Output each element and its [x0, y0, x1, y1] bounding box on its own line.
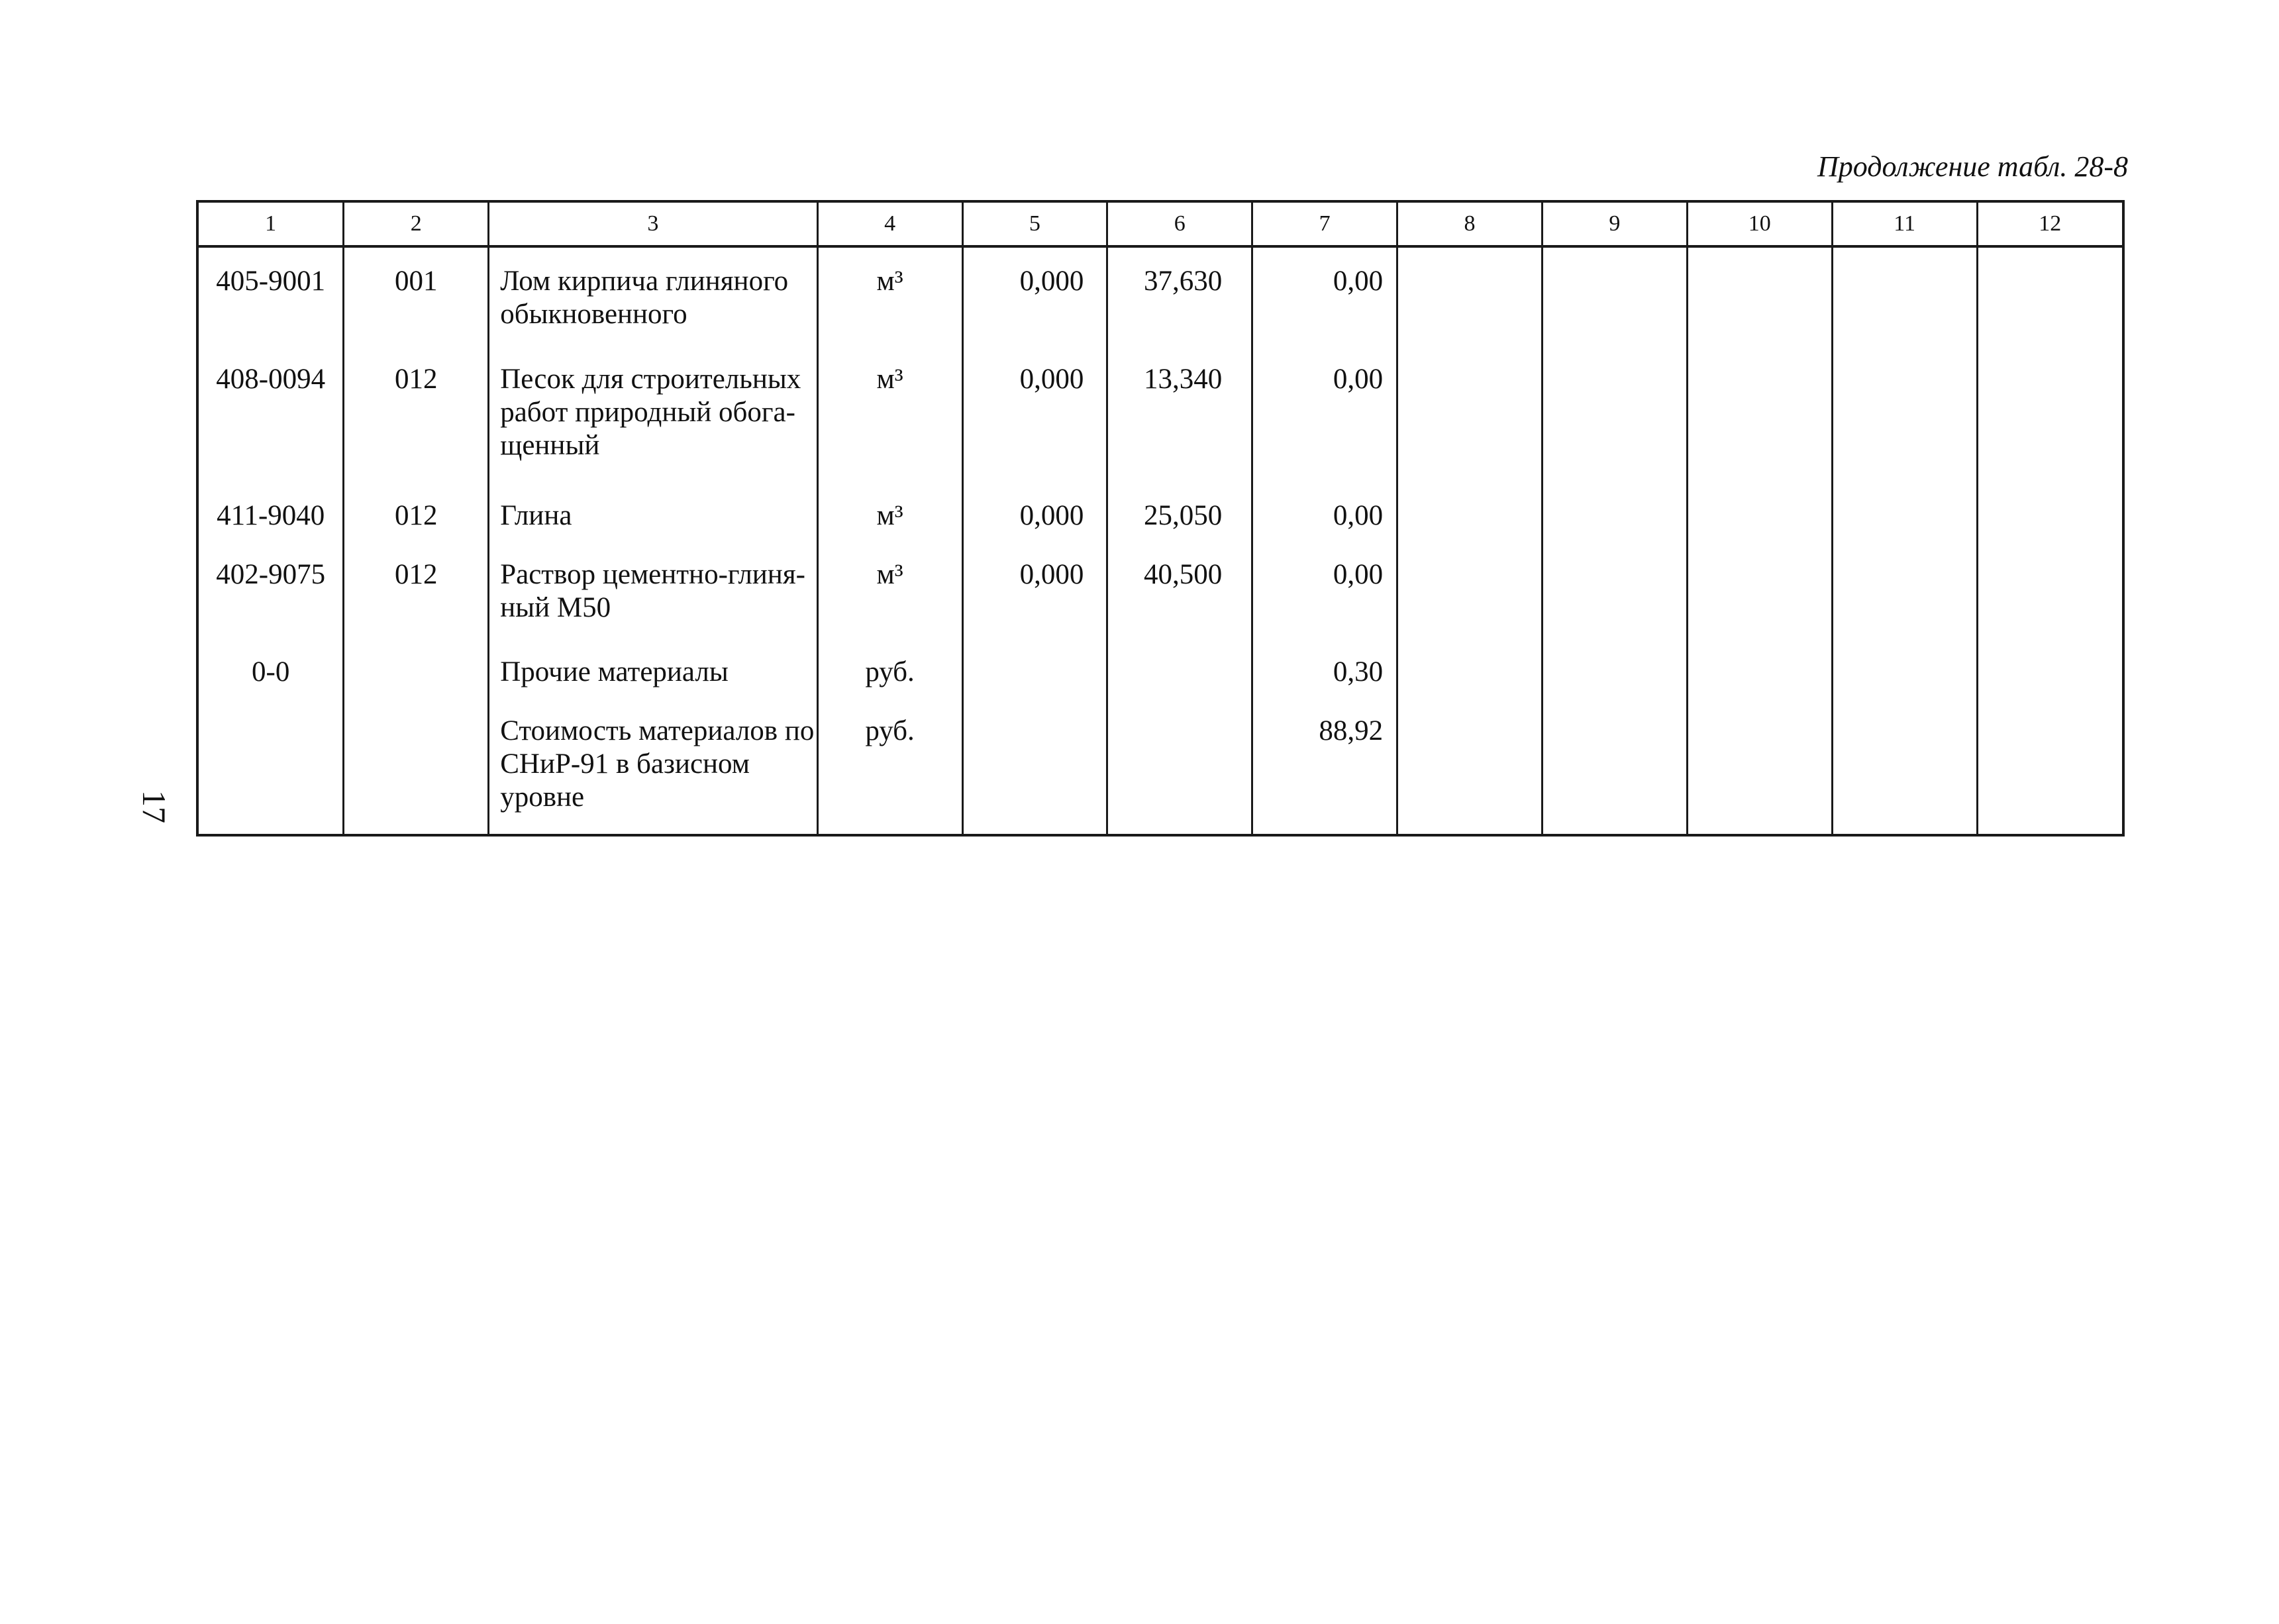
- material-name-line: Стоимость материалов по: [500, 715, 815, 746]
- empty-cell: [1397, 346, 1543, 482]
- column-header: 11: [1832, 203, 1977, 246]
- sub-code-cell: 012: [344, 482, 489, 541]
- unit-cell: м³: [817, 346, 962, 482]
- empty-cell: [1397, 246, 1543, 346]
- table-body: [199, 246, 2122, 834]
- empty-cell: [1542, 638, 1687, 697]
- material-name-cell: [489, 638, 817, 697]
- empty-cell: [1687, 246, 1832, 346]
- page-number: 17: [136, 790, 173, 823]
- column-6-cell: 25,050: [1107, 482, 1252, 541]
- material-name-line: работ природный обога-: [500, 396, 795, 428]
- unit-cell: м³: [817, 246, 962, 346]
- table-row: [199, 482, 2122, 541]
- column-6-cell: 13,340: [1107, 346, 1252, 482]
- empty-cell: [1397, 482, 1543, 541]
- column-header: 8: [1397, 203, 1543, 246]
- column-5-cell: [962, 638, 1107, 697]
- empty-cell: [1832, 346, 1977, 482]
- column-5-cell: 0,000: [962, 246, 1107, 346]
- empty-cell: [1687, 697, 1832, 834]
- material-name-line: Прочие материалы: [500, 656, 729, 688]
- empty-cell: [1687, 482, 1832, 541]
- column-7-cell: 0,00: [1252, 246, 1397, 346]
- empty-cell: [1542, 346, 1687, 482]
- column-5-cell: [962, 697, 1107, 834]
- sub-code-cell: [344, 697, 489, 834]
- empty-cell: [1977, 697, 2122, 834]
- empty-cell: [1687, 638, 1832, 697]
- material-name-line: уровне: [500, 782, 585, 813]
- unit-cell: руб.: [817, 697, 962, 834]
- column-6-cell: 40,500: [1107, 541, 1252, 638]
- empty-cell: [1832, 638, 1977, 697]
- column-7-cell: 88,92: [1252, 697, 1397, 834]
- resource-code-cell: 0-0: [199, 638, 344, 697]
- column-header: 12: [1977, 203, 2122, 246]
- empty-cell: [1977, 482, 2122, 541]
- column-5-cell: 0,000: [962, 346, 1107, 482]
- empty-cell: [1397, 697, 1543, 834]
- column-header: 5: [962, 203, 1107, 246]
- resource-code-cell: [199, 697, 344, 834]
- resource-code-cell: 408-0094: [199, 346, 344, 482]
- table-row: [199, 638, 2122, 697]
- sub-code-cell: [344, 638, 489, 697]
- empty-cell: [1397, 541, 1543, 638]
- header-row: [199, 203, 2122, 246]
- column-header: 10: [1687, 203, 1832, 246]
- empty-cell: [1832, 482, 1977, 541]
- empty-cell: [1542, 541, 1687, 638]
- table-row: [199, 697, 2122, 834]
- empty-cell: [1542, 482, 1687, 541]
- column-6-cell: [1107, 638, 1252, 697]
- material-name-cell: [489, 697, 817, 834]
- material-name-line: щенный: [500, 429, 600, 461]
- empty-cell: [1977, 246, 2122, 346]
- resource-code-cell: 411-9040: [199, 482, 344, 541]
- empty-cell: [1832, 541, 1977, 638]
- column-header: 9: [1542, 203, 1687, 246]
- material-name-line: Лом кирпича глиняного: [500, 266, 789, 297]
- material-name-line: Раствор цементно-глиня-: [500, 558, 805, 590]
- empty-cell: [1397, 638, 1543, 697]
- table-row: [199, 541, 2122, 638]
- material-name-cell: [489, 541, 817, 638]
- resource-code-cell: 402-9075: [199, 541, 344, 638]
- material-name-line: ный М50: [500, 591, 611, 623]
- column-5-cell: 0,000: [962, 482, 1107, 541]
- resource-code-cell: 405-9001: [199, 246, 344, 346]
- sub-code-cell: 012: [344, 346, 489, 482]
- material-name-cell: [489, 482, 817, 541]
- column-header: 2: [344, 203, 489, 246]
- column-6-cell: [1107, 697, 1252, 834]
- empty-cell: [1977, 541, 2122, 638]
- column-header: 6: [1107, 203, 1252, 246]
- table-row: [199, 246, 2122, 346]
- column-7-cell: 0,30: [1252, 638, 1397, 697]
- unit-cell: м³: [817, 482, 962, 541]
- column-header: 1: [199, 203, 344, 246]
- sub-code-cell: 012: [344, 541, 489, 638]
- material-name-line: обыкновенного: [500, 299, 687, 330]
- empty-cell: [1832, 246, 1977, 346]
- material-name-cell: [489, 246, 817, 346]
- table-row: [199, 346, 2122, 482]
- empty-cell: [1542, 246, 1687, 346]
- sub-code-cell: 001: [344, 246, 489, 346]
- column-7-cell: 0,00: [1252, 482, 1397, 541]
- empty-cell: [1977, 346, 2122, 482]
- column-7-cell: 0,00: [1252, 541, 1397, 638]
- column-5-cell: 0,000: [962, 541, 1107, 638]
- table-caption: Продолжение табл. 28-8: [1817, 150, 2128, 183]
- column-header: 4: [817, 203, 962, 246]
- empty-cell: [1832, 697, 1977, 834]
- column-header: 3: [489, 203, 817, 246]
- material-name-line: СНиР-91 в базисном: [500, 748, 750, 780]
- material-name-line: Глина: [500, 499, 572, 531]
- material-name-line: Песок для строительных: [500, 363, 801, 395]
- material-name-cell: [489, 346, 817, 482]
- column-6-cell: 37,630: [1107, 246, 1252, 346]
- empty-cell: [1977, 638, 2122, 697]
- unit-cell: м³: [817, 541, 962, 638]
- materials-table: [196, 200, 2125, 837]
- column-7-cell: 0,00: [1252, 346, 1397, 482]
- empty-cell: [1542, 697, 1687, 834]
- column-header: 7: [1252, 203, 1397, 246]
- unit-cell: руб.: [817, 638, 962, 697]
- empty-cell: [1687, 541, 1832, 638]
- empty-cell: [1687, 346, 1832, 482]
